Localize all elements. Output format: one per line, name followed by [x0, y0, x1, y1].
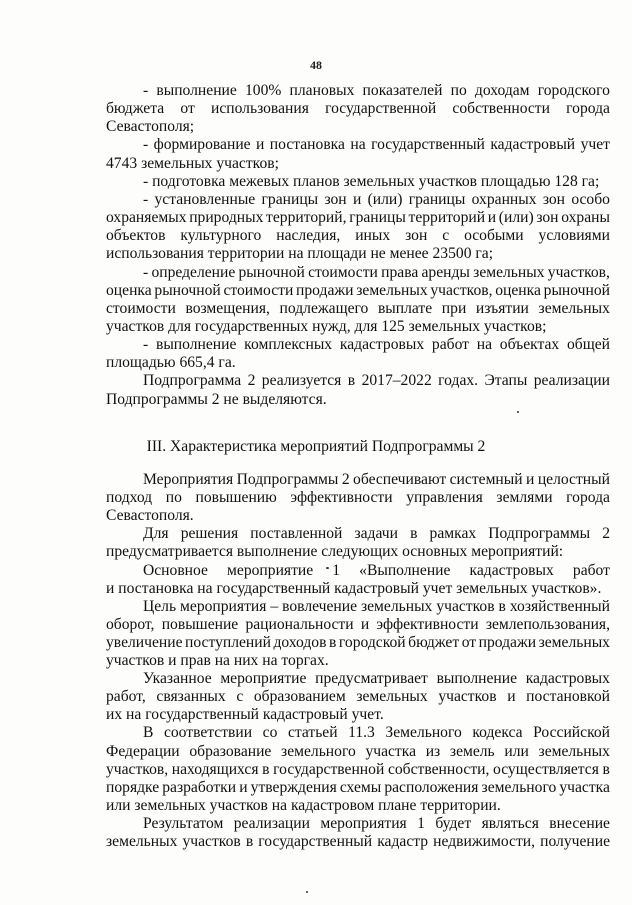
- word: по: [165, 489, 182, 507]
- text-line: [143, 191, 610, 209]
- word: Основное: [143, 561, 208, 579]
- word: на: [350, 136, 366, 154]
- word: города: [566, 100, 610, 118]
- text-line: их на государственный кадастровый учет.: [106, 706, 384, 724]
- word: территорий: [408, 209, 486, 227]
- text-line: [143, 136, 610, 154]
- word: 11.3: [348, 724, 375, 742]
- text-line: использования территории на площади не менее 23500 га;: [106, 245, 494, 263]
- word: образование: [189, 742, 272, 760]
- word: продажи: [296, 281, 354, 299]
- word: земельного: [281, 742, 356, 760]
- word: участков,: [430, 281, 493, 299]
- text-line: [106, 761, 610, 779]
- word: от: [180, 100, 195, 118]
- word: в: [329, 633, 337, 651]
- word: кадастровых: [525, 670, 610, 688]
- word: связанных: [156, 688, 226, 706]
- word: кадастр: [377, 833, 429, 850]
- word: Указанное: [143, 670, 212, 688]
- word: права: [381, 263, 419, 281]
- word: учет: [580, 136, 610, 154]
- word: границы: [349, 209, 406, 227]
- word: городской: [338, 633, 406, 651]
- word: В: [143, 724, 154, 742]
- word: образованием: [253, 688, 346, 706]
- word: -: [143, 190, 149, 208]
- word: -: [143, 263, 149, 281]
- word: установленные: [154, 190, 256, 208]
- word: изъятии: [475, 299, 529, 317]
- word: охраны: [561, 209, 610, 227]
- word: рыночной: [154, 281, 221, 299]
- word: мероприятие: [227, 561, 314, 579]
- text-line: [106, 616, 610, 634]
- word: в: [498, 597, 506, 615]
- word: предусматривает: [315, 670, 428, 688]
- word: возмещения,: [185, 299, 270, 317]
- word: и: [507, 688, 516, 706]
- word: статьей: [287, 724, 338, 742]
- word: иных: [355, 227, 391, 245]
- word: повышение: [161, 615, 239, 633]
- text-line: предусматривается выполнение следующих основных мероприятий:: [106, 543, 564, 561]
- word: аренды: [421, 263, 470, 281]
- word: хозяйственный: [509, 597, 610, 615]
- word: Российской: [533, 724, 610, 742]
- word: утверждения: [250, 778, 337, 796]
- word: с: [236, 688, 244, 706]
- word: выплате: [377, 299, 433, 317]
- word: расположения: [384, 778, 479, 796]
- word: землями: [496, 489, 553, 507]
- word: кадастровых: [469, 561, 554, 579]
- word: общей: [566, 336, 610, 354]
- word: в: [602, 760, 610, 778]
- word: охраняемых: [106, 209, 187, 227]
- word: 1: [417, 814, 425, 832]
- word: кодекса: [472, 724, 523, 742]
- word: находящихся: [171, 760, 259, 778]
- text-line: Севастополя;: [106, 118, 195, 136]
- text-line: - подготовка межевых планов земельных участков площадью 128 га;: [143, 172, 600, 190]
- word: Для: [143, 525, 169, 543]
- word: участка: [559, 778, 610, 796]
- text-line: [106, 688, 610, 706]
- word: будет: [435, 814, 472, 832]
- word: выполнение: [155, 336, 237, 354]
- word: объектах: [499, 336, 560, 354]
- word: показателей: [362, 82, 443, 99]
- word: оценка: [106, 281, 152, 299]
- text-line: [106, 227, 610, 245]
- text-line: [143, 372, 610, 390]
- word: государственный: [258, 833, 373, 850]
- word: реализации: [533, 372, 610, 390]
- word: стоимости: [308, 263, 378, 281]
- word: в: [262, 760, 270, 778]
- text-line: [143, 724, 610, 742]
- word: с: [442, 227, 450, 245]
- word: реализуется: [261, 372, 342, 390]
- word: порядке: [106, 778, 160, 796]
- word: вовлечение: [282, 597, 358, 615]
- word: 2: [341, 471, 350, 488]
- text-line: Подпрограммы 2 не выделяются.: [106, 390, 327, 408]
- word: мероприятия: [320, 814, 407, 832]
- word: задачи: [354, 525, 398, 543]
- word: решения: [180, 525, 239, 543]
- word: бюджета: [106, 100, 165, 118]
- word: использования: [210, 100, 309, 118]
- word: эффективности: [376, 615, 479, 633]
- word: города: [566, 489, 610, 507]
- text-line: [143, 336, 610, 354]
- word: по: [450, 82, 467, 99]
- word: при: [441, 299, 467, 317]
- text-line: [106, 489, 610, 507]
- word: границы: [408, 190, 466, 208]
- word: (или): [367, 190, 403, 208]
- word: Подпрограммы: [236, 471, 339, 488]
- text-line: [106, 779, 610, 797]
- word: Земельного: [385, 724, 462, 742]
- text-line: [143, 670, 610, 688]
- word: рыночной: [543, 281, 610, 299]
- text-line: [106, 833, 610, 851]
- word: зон: [536, 209, 559, 227]
- word: повышению: [195, 489, 277, 507]
- word: подлежащего: [279, 299, 369, 317]
- word: зон: [542, 190, 566, 208]
- word: стоимости: [223, 281, 294, 299]
- word: территорий,: [266, 209, 347, 227]
- word: и: [239, 778, 248, 796]
- word: обеспечивают: [353, 471, 447, 488]
- text-line: [106, 100, 610, 118]
- text-line: [143, 471, 610, 489]
- word: природных: [189, 209, 264, 227]
- word: -: [143, 136, 149, 154]
- text-line: [106, 300, 610, 318]
- text-line: 4743 земельных участков;: [106, 154, 279, 172]
- word: государственный: [371, 136, 485, 154]
- word: объектов: [106, 227, 166, 245]
- word: рациональности: [245, 615, 354, 633]
- word: продажи: [478, 633, 537, 651]
- word: выполнение: [156, 82, 237, 99]
- text-line: и постановка на государственный кадастровый учет земельных участков».: [106, 579, 602, 597]
- word: кадастровый: [490, 136, 576, 154]
- word: работ: [572, 561, 610, 579]
- word: условиями: [538, 227, 610, 245]
- word: доходам: [474, 82, 530, 99]
- word: получение: [540, 833, 610, 850]
- word: земельных: [356, 688, 428, 706]
- word: и: [352, 190, 362, 208]
- word: определение: [151, 263, 236, 281]
- word: мероприятия: [180, 597, 267, 615]
- word: землепользования,: [485, 615, 610, 633]
- word: и: [360, 615, 370, 633]
- word: от: [461, 633, 477, 651]
- scan-speck: [326, 567, 329, 569]
- word: участков,: [547, 263, 610, 281]
- word: и: [256, 136, 265, 154]
- scan-speck: [306, 891, 308, 893]
- word: соответствии: [163, 724, 253, 742]
- word: (или): [498, 209, 534, 227]
- word: комплексных: [244, 336, 333, 354]
- word: охранных: [471, 190, 537, 208]
- word: оценка: [495, 281, 541, 299]
- text-line: [106, 209, 610, 227]
- word: государственной: [325, 100, 437, 118]
- word: целостный: [537, 471, 610, 488]
- word: внесение: [549, 814, 610, 832]
- word: являться: [481, 814, 539, 832]
- word: работ,: [106, 688, 146, 706]
- word: земельных: [538, 742, 610, 760]
- word: годах.: [438, 372, 479, 390]
- word: и: [487, 209, 497, 227]
- word: в: [410, 525, 418, 543]
- word: в: [245, 833, 254, 850]
- word: выполнение: [436, 670, 517, 688]
- text-line: площадью 665,4 га.: [106, 354, 236, 372]
- word: подход: [106, 489, 153, 507]
- text-line: [106, 634, 610, 652]
- word: недвижимости,: [433, 833, 536, 850]
- text-line: участков для государственных нужд, для 125 земельных участков;: [106, 317, 547, 335]
- word: разработки: [162, 778, 237, 796]
- word: 2: [602, 525, 610, 543]
- word: земельных: [538, 633, 610, 651]
- word: Подпрограмма: [143, 372, 242, 390]
- word: или: [504, 742, 529, 760]
- word: зон: [405, 227, 428, 245]
- word: земельных: [360, 597, 433, 615]
- word: работ: [431, 336, 469, 354]
- word: культурного: [180, 227, 262, 245]
- word: Подпрограммы: [488, 525, 591, 543]
- word: земельных: [538, 299, 610, 317]
- word: системный: [449, 471, 523, 488]
- word: на: [476, 336, 493, 354]
- word: участков: [438, 688, 497, 706]
- word: эффективности: [290, 489, 393, 507]
- section-heading: III. Характеристика мероприятий Подпрограммы 2: [146, 438, 486, 455]
- word: -: [143, 336, 149, 354]
- word: увеличение: [106, 633, 183, 651]
- word: собственности,: [387, 760, 490, 778]
- scan-speck: [517, 411, 519, 413]
- word: доходов: [273, 633, 327, 651]
- word: рамках: [429, 525, 477, 543]
- text-line: [143, 82, 610, 100]
- word: 100%: [244, 82, 282, 99]
- text-line: [106, 282, 610, 300]
- word: земельных: [106, 833, 178, 850]
- word: и: [526, 471, 535, 488]
- word: из: [425, 742, 441, 760]
- word: Федерации: [106, 742, 180, 760]
- word: участков: [182, 833, 241, 850]
- word: управления: [406, 489, 483, 507]
- word: постановка: [269, 136, 345, 154]
- text-line: [143, 264, 610, 282]
- word: Этапы: [484, 372, 528, 390]
- word: участка: [365, 742, 417, 760]
- word: формирование: [153, 136, 251, 154]
- word: особыми: [464, 227, 524, 245]
- word: Цель: [143, 597, 177, 615]
- word: стоимости: [106, 299, 176, 317]
- word: осуществляется: [493, 760, 599, 778]
- word: Мероприятия: [143, 471, 234, 488]
- word: поставленной: [250, 525, 343, 543]
- text-line: [143, 525, 610, 543]
- word: участков: [436, 597, 495, 615]
- word: –: [270, 597, 279, 615]
- word: со: [262, 724, 278, 742]
- text-line: [143, 562, 610, 580]
- word: земельных: [473, 263, 545, 281]
- word: земель: [449, 742, 495, 760]
- word: наследия,: [276, 227, 341, 245]
- text-line: [143, 598, 610, 616]
- word: мероприятие: [220, 670, 307, 688]
- word: городского: [537, 82, 610, 99]
- word: рыночной: [238, 263, 305, 281]
- word: государственной: [273, 760, 385, 778]
- word: земельного: [481, 778, 557, 796]
- word: участков,: [106, 760, 169, 778]
- word: реализации: [233, 814, 310, 832]
- word: зон: [324, 190, 347, 208]
- word: в: [347, 372, 356, 390]
- word: 1: [332, 561, 341, 579]
- word: границы: [261, 190, 319, 208]
- text-line: или земельных участков на кадастровом плане территории.: [106, 796, 501, 814]
- word: собственности: [452, 100, 550, 118]
- page-number: 48: [310, 58, 322, 72]
- word: Результатом: [143, 814, 224, 832]
- word: постановкой: [526, 688, 610, 706]
- word: плановых: [289, 82, 355, 99]
- text-line: участков и прав на них на торгах.: [106, 652, 329, 669]
- word: оборот,: [106, 615, 155, 633]
- word: бюджет: [408, 633, 460, 651]
- word: «Выполнение: [359, 561, 451, 579]
- word: кадастровых: [339, 336, 425, 354]
- word: -: [143, 82, 149, 99]
- text-line: [143, 815, 610, 833]
- word: особо: [571, 190, 610, 208]
- word: схемы: [339, 778, 382, 796]
- word: 2: [247, 372, 256, 390]
- word: поступлений: [185, 633, 271, 651]
- word: земельных: [356, 281, 428, 299]
- text-line: Севастополя.: [106, 507, 194, 525]
- word: 2017–2022: [361, 372, 432, 390]
- text-line: [106, 743, 610, 761]
